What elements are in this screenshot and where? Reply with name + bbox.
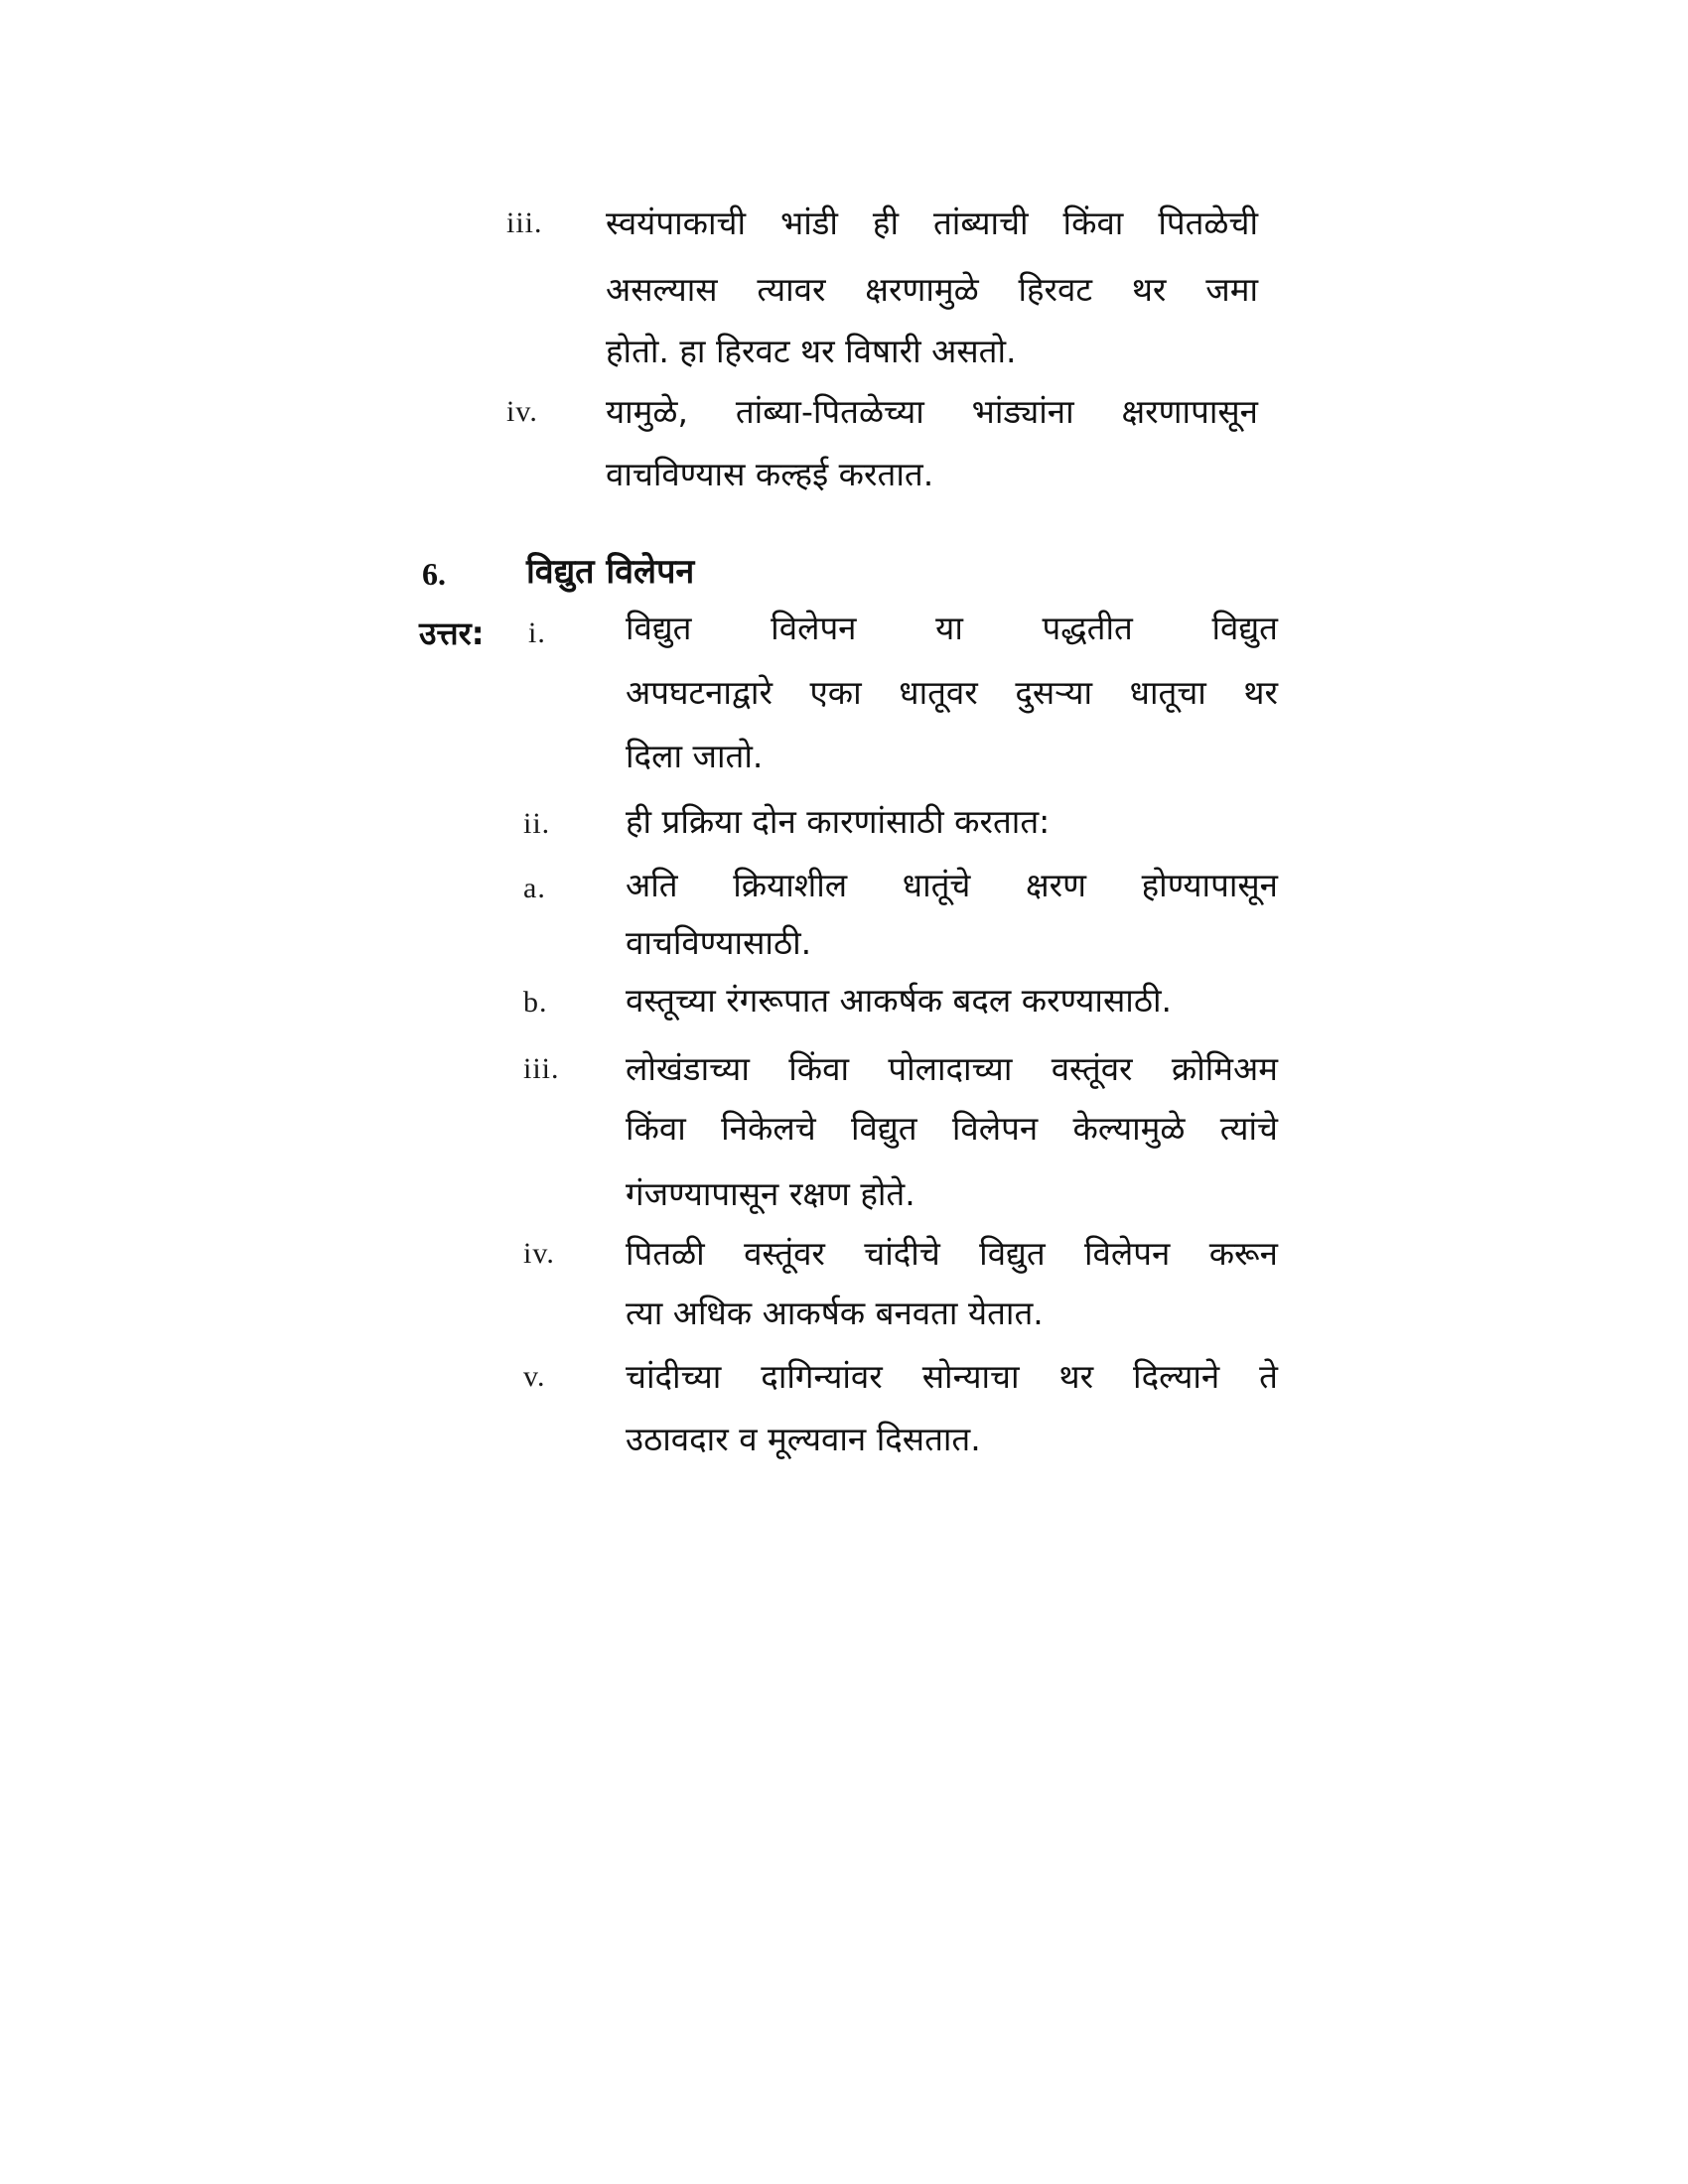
item-text-line: उठावदार व मूल्यवान दिसतात. bbox=[626, 1420, 981, 1458]
item-text-line: होतो. हा हिरवट थर विषारी असतो. bbox=[606, 332, 1017, 370]
item-text-line: त्या अधिक आकर्षक बनवता येतात. bbox=[626, 1294, 1044, 1332]
answer-label: उत्तर: bbox=[419, 614, 485, 652]
item-text-line: विद्युत विलेपन या पद्धतीत विद्युत bbox=[626, 609, 1278, 647]
item-text-line: वस्तूच्या रंगरूपात आकर्षक बदल करण्यासाठी. bbox=[626, 981, 1173, 1020]
item-text-line: वाचविण्यासाठी. bbox=[626, 923, 812, 962]
item-label: iv. bbox=[506, 395, 538, 428]
item-label: i. bbox=[528, 616, 546, 649]
item-text-line: चांदीच्या दागिन्यांवर सोन्याचा थर दिल्याने ते bbox=[626, 1357, 1278, 1396]
item-label: a. bbox=[523, 872, 546, 904]
item-text-line: यामुळे, तांब्या-पितळेच्या भांड्यांना क्षरणापासून bbox=[606, 392, 1258, 431]
item-text-line: असल्यास त्यावर क्षरणामुळे हिरवट थर जमा bbox=[606, 270, 1258, 309]
item-text-line: दिला जातो. bbox=[626, 737, 764, 775]
item-label: iv. bbox=[523, 1237, 555, 1270]
section-number: 6. bbox=[422, 556, 446, 592]
section-title: विद्युत विलेपन bbox=[526, 552, 695, 592]
item-text-line: पितळी वस्तूंवर चांदीचे विद्युत विलेपन करून bbox=[626, 1234, 1278, 1273]
item-text-line: वाचविण्यास कल्हई करतात. bbox=[606, 455, 934, 493]
item-text-line: अति क्रियाशील धातूंचे क्षरण होण्यापासून bbox=[626, 866, 1278, 904]
item-label: iii. bbox=[523, 1052, 560, 1085]
item-text-line: स्वयंपाकाची भांडी ही तांब्याची किंवा पितळेची bbox=[606, 204, 1258, 242]
item-text-line: गंजण्यापासून रक्षण होते. bbox=[626, 1174, 915, 1213]
item-label: ii. bbox=[523, 807, 551, 840]
item-label: v. bbox=[523, 1360, 546, 1393]
item-text-line: लोखंडाच्या किंवा पोलादाच्या वस्तूंवर क्रोमिअम bbox=[626, 1049, 1278, 1088]
item-label: b. bbox=[523, 986, 548, 1019]
item-text-line: ही प्रक्रिया दोन कारणांसाठी करतात: bbox=[626, 802, 1051, 841]
item-text-line: किंवा निकेलचे विद्युत विलेपन केल्यामुळे त्यांचे bbox=[626, 1109, 1278, 1148]
item-label: iii. bbox=[506, 206, 543, 239]
item-text-line: अपघटनाद्वारे एका धातूवर दुसऱ्या धातूचा थर bbox=[626, 673, 1278, 712]
